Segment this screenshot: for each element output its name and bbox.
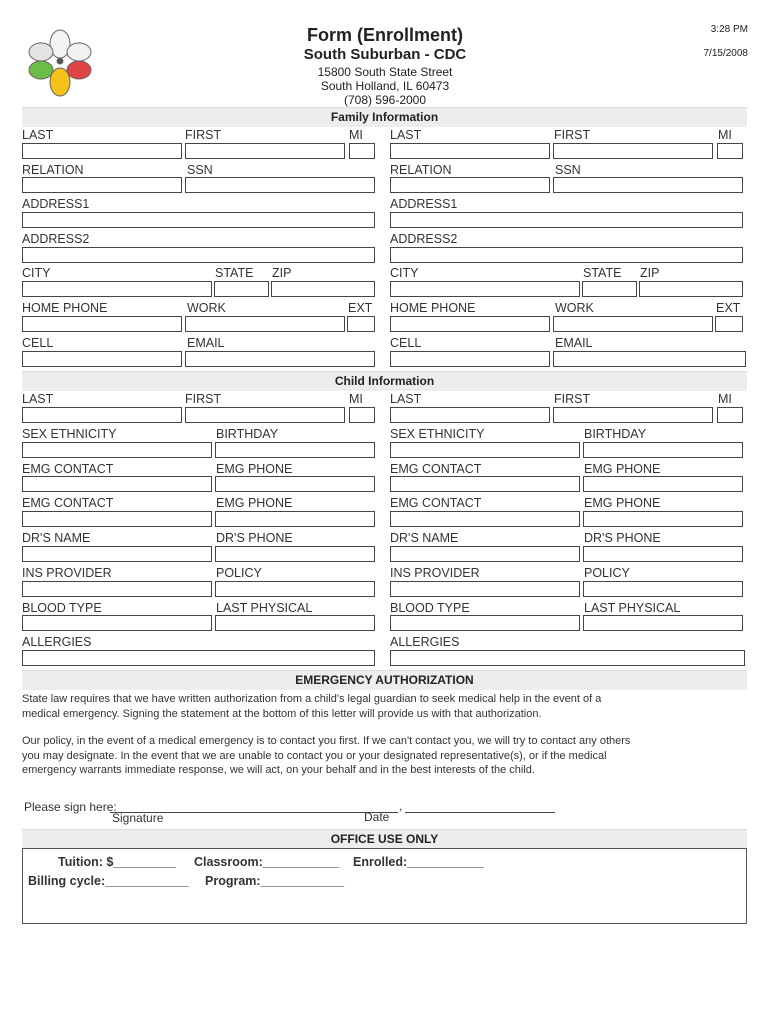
child2-sex-ethnicity-input[interactable] [390,442,580,458]
family2-address2-label: ADDRESS2 [390,232,458,246]
child1-blood-type-input[interactable] [22,615,212,631]
office-classroom: Classroom:___________ [194,855,340,869]
child2-emg-contact2-input[interactable] [390,511,580,527]
child2-blood-type-input[interactable] [390,615,580,631]
child1-mi-input[interactable] [349,407,375,423]
child1-first-label: FIRST [185,392,222,406]
child1-emg-contact-input[interactable] [22,476,212,492]
family1-city-input[interactable] [22,281,212,297]
family2-first-input[interactable] [553,143,713,159]
child2-emg-phone2-label: EMG PHONE [584,496,661,510]
address-line-2: South Holland, IL 60473 [320,79,450,93]
office-program: Program:____________ [205,874,344,888]
family1-email-input[interactable] [185,351,375,367]
child1-last-label: LAST [22,392,54,406]
child2-emg-phone2-input[interactable] [583,511,743,527]
child1-blood-type-label: BLOOD TYPE [22,601,102,615]
org-phone: (708) 596-2000 [343,93,427,107]
flower-logo-icon [24,24,96,100]
child-section-header: Child Information [22,371,747,391]
family1-address1-input[interactable] [22,212,375,228]
child1-first-input[interactable] [185,407,345,423]
family2-last-input[interactable] [390,143,550,159]
family2-work-label: WORK [555,301,594,315]
child1-emg-phone-label: EMG PHONE [216,462,293,476]
date-line[interactable] [405,812,555,813]
child1-sex-ethnicity-input[interactable] [22,442,212,458]
sign-prompt: Please sign here: [24,800,117,814]
family1-city-label: CITY [22,266,51,280]
child1-emg-contact2-input[interactable] [22,511,212,527]
child1-birthday-input[interactable] [215,442,375,458]
family1-state-label: STATE [215,266,254,280]
family1-zip-input[interactable] [271,281,375,297]
family1-home-phone-label: HOME PHONE [22,301,108,315]
child2-first-input[interactable] [553,407,713,423]
family1-mi-input[interactable] [349,143,375,159]
emergency-section-header: EMERGENCY AUTHORIZATION [22,670,747,690]
child1-birthday-label: BIRTHDAY [216,427,279,441]
child2-mi-label: MI [718,392,732,406]
child2-policy-label: POLICY [584,566,630,580]
child1-drs-name-label: DR'S NAME [22,531,91,545]
emergency-paragraph-2: Our policy, in the event of a medical emergency is to contact you first. If we can't contact you, we will try to contact any others you may designate. In the event that we are unable to contact you or your designated representative(s), or if the medical emergency warrants immediate response, we will act, on your behalf and in the best interests of the child. [22,735,631,776]
family1-address1-label: ADDRESS1 [22,197,90,211]
child1-ins-provider-input[interactable] [22,581,212,597]
family1-ext-label: EXT [348,301,373,315]
family2-address1-label: ADDRESS1 [390,197,458,211]
office-billing-cycle: Billing cycle:____________ [28,874,189,888]
family2-mi-label: MI [718,128,732,142]
signature-caption: Signature [112,811,164,825]
office-enrolled: Enrolled:___________ [353,855,484,869]
family1-home-phone-input[interactable] [22,316,182,332]
child2-emg-phone-label: EMG PHONE [584,462,661,476]
family1-mi-label: MI [349,128,363,142]
child2-emg-contact2-label: EMG CONTACT [390,496,482,510]
child2-drs-phone-label: DR'S PHONE [584,531,661,545]
child2-first-label: FIRST [554,392,591,406]
print-date: 7/15/2008 [703,48,748,59]
child1-policy-label: POLICY [216,566,262,580]
child1-emg-contact2-label: EMG CONTACT [22,496,114,510]
child1-allergies-label: ALLERGIES [22,635,92,649]
child2-birthday-input[interactable] [583,442,743,458]
child2-last-label: LAST [390,392,422,406]
family2-work-input[interactable] [553,316,713,332]
child2-ins-provider-label: INS PROVIDER [390,566,480,580]
child1-drs-phone-label: DR'S PHONE [216,531,293,545]
family2-relation-input[interactable] [390,177,550,193]
child1-mi-label: MI [349,392,363,406]
family-section-header: Family Information [22,107,747,127]
child1-drs-name-input[interactable] [22,546,212,562]
family2-zip-label: ZIP [640,266,660,280]
family1-first-label: FIRST [185,128,222,142]
family2-ext-label: EXT [716,301,741,315]
family2-home-phone-input[interactable] [390,316,550,332]
date-caption: Date [364,810,390,824]
family2-city-input[interactable] [390,281,580,297]
family1-zip-label: ZIP [272,266,292,280]
family2-address2-input[interactable] [390,247,743,263]
child2-birthday-label: BIRTHDAY [584,427,647,441]
child2-emg-phone-input[interactable] [583,476,743,492]
family2-zip-input[interactable] [639,281,743,297]
emergency-paragraph-1: State law requires that we have written authorization from a child's legal guardian to seek medical help in the event of a medical emergency. Signing the statement at the bottom of this letter will provide us with that authorization. [22,693,602,720]
child2-sex-ethnicity-label: SEX ETHNICITY [390,427,485,441]
child1-allergies-input[interactable] [22,650,375,666]
child1-emg-phone-input[interactable] [215,476,375,492]
child2-mi-input[interactable] [717,407,743,423]
family2-email-input[interactable] [553,351,746,367]
family1-work-input[interactable] [185,316,345,332]
print-time: 3:28 PM [710,24,748,35]
child1-last-physical-input[interactable] [215,615,375,631]
family2-state-input[interactable] [582,281,637,297]
family1-cell-label: CELL [22,336,54,350]
child1-sex-ethnicity-label: SEX ETHNICITY [22,427,117,441]
child1-policy-input[interactable] [215,581,375,597]
child2-last-input[interactable] [390,407,550,423]
family1-ext-input[interactable] [347,316,375,332]
family2-first-label: FIRST [554,128,591,142]
child2-drs-phone-input[interactable] [583,546,743,562]
office-tuition: Tuition: $_________ [58,855,176,869]
signature-comma: , [399,799,403,813]
family2-cell-label: CELL [390,336,422,350]
family1-ssn-label: SSN [187,163,213,177]
family2-cell-input[interactable] [390,351,550,367]
family2-address1-input[interactable] [390,212,743,228]
family1-work-label: WORK [187,301,226,315]
child2-ins-provider-input[interactable] [390,581,580,597]
family1-email-label: EMAIL [187,336,225,350]
address-line-1: 15800 South State Street [317,65,453,79]
family2-ext-input[interactable] [715,316,743,332]
child2-policy-input[interactable] [583,581,743,597]
child1-last-physical-label: LAST PHYSICAL [216,601,313,615]
child1-last-input[interactable] [22,407,182,423]
child1-drs-phone-input[interactable] [215,546,375,562]
office-section-header: OFFICE USE ONLY [22,829,747,849]
family1-ssn-input[interactable] [185,177,375,193]
child2-last-physical-input[interactable] [583,615,743,631]
family1-address2-input[interactable] [22,247,375,263]
child1-emg-phone2-input[interactable] [215,511,375,527]
child1-emg-contact-label: EMG CONTACT [22,462,114,476]
family1-address2-label: ADDRESS2 [22,232,90,246]
child2-allergies-input[interactable] [390,650,745,666]
family2-relation-label: RELATION [390,163,452,177]
family2-last-label: LAST [390,128,422,142]
family1-last-label: LAST [22,128,54,142]
family1-state-input[interactable] [214,281,269,297]
family2-email-label: EMAIL [555,336,593,350]
family1-relation-input[interactable] [22,177,182,193]
family1-first-input[interactable] [185,143,345,159]
org-name: South Suburban - CDC [303,46,467,63]
family2-ssn-label: SSN [555,163,581,177]
child2-last-physical-label: LAST PHYSICAL [584,601,681,615]
family2-city-label: CITY [390,266,419,280]
child2-drs-name-input[interactable] [390,546,580,562]
family2-ssn-input[interactable] [553,177,743,193]
form-title: Form (Enrollment) [307,25,463,45]
child2-emg-contact-input[interactable] [390,476,580,492]
child2-blood-type-label: BLOOD TYPE [390,601,470,615]
family1-relation-label: RELATION [22,163,84,177]
family1-last-input[interactable] [22,143,182,159]
family2-state-label: STATE [583,266,622,280]
family1-cell-input[interactable] [22,351,182,367]
child2-emg-contact-label: EMG CONTACT [390,462,482,476]
family2-mi-input[interactable] [717,143,743,159]
child1-ins-provider-label: INS PROVIDER [22,566,112,580]
family2-home-phone-label: HOME PHONE [390,301,476,315]
child2-allergies-label: ALLERGIES [390,635,460,649]
child2-drs-name-label: DR'S NAME [390,531,459,545]
child1-emg-phone2-label: EMG PHONE [216,496,293,510]
